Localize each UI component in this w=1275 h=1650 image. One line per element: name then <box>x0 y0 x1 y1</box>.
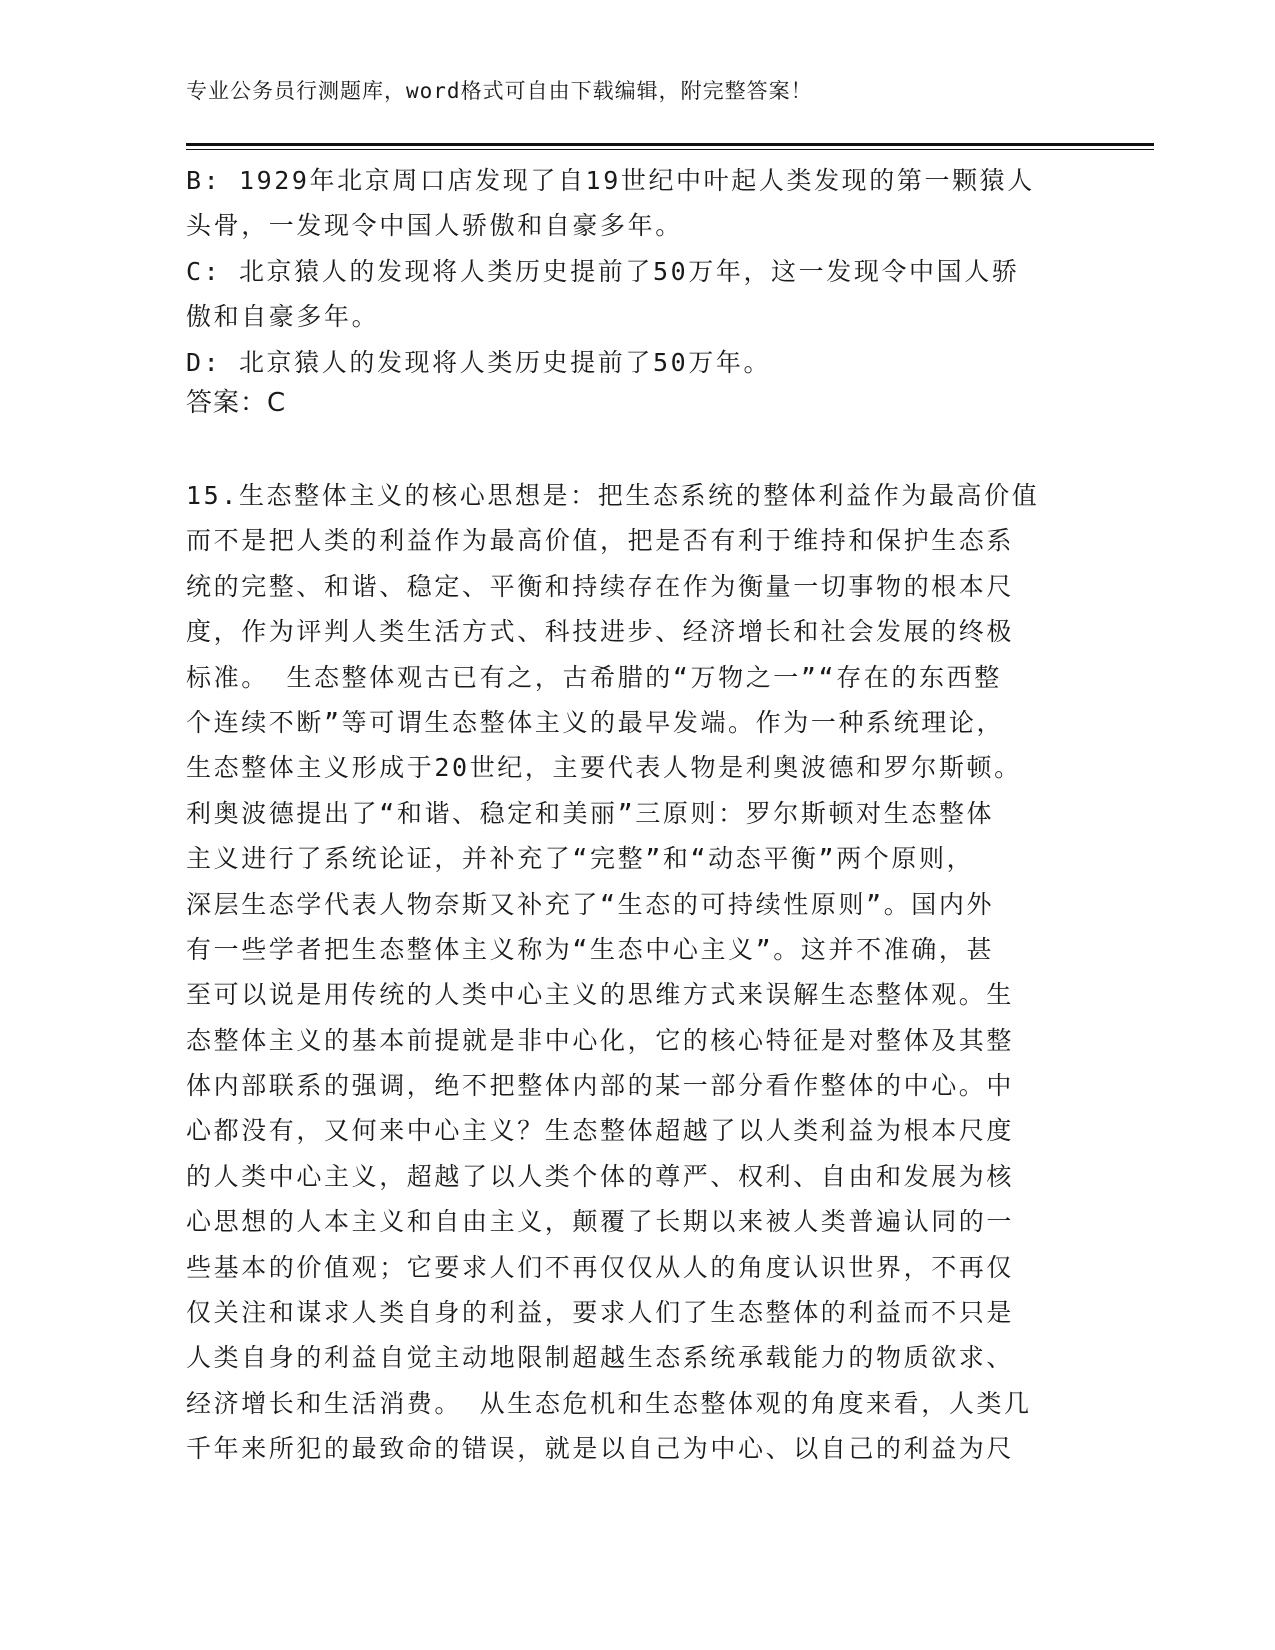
question-line: 人类自身的利益自觉主动地限制超越生态系统承载能力的物质欲求、 <box>186 1343 1015 1373</box>
question-line: 主义进行了系统论证，并补充了“完整”和“动态平衡”两个原则， <box>186 844 975 874</box>
question-line: 的人类中心主义，超越了以人类个体的尊严、权利、自由和发展为核 <box>186 1161 1015 1191</box>
question-line: 利奥波德提出了“和谐、稳定和美丽”三原则：罗尔斯顿对生态整体 <box>186 798 995 828</box>
question-line: 标准。 生态整体观古已有之，古希腊的“万物之一”“存在的东西整 <box>186 662 1002 692</box>
question-line: 深层生态学代表人物奈斯又补充了“生态的可持续性原则”。国内外 <box>186 889 995 919</box>
answer-value: C <box>267 388 287 418</box>
question-15 <box>186 473 1066 1472</box>
question-line: 而不是把人类的利益作为最高价值，把是否有利于维持和保护生态系 <box>186 526 1015 556</box>
question-line: 生态整体主义形成于20世纪，主要代表人物是利奥波德和罗尔斯顿。 <box>186 753 1022 783</box>
question-line: 15.生态整体主义的核心思想是：把生态系统的整体利益作为最高价值 <box>186 481 1040 510</box>
answer-options <box>186 158 1066 385</box>
header-divider-thin <box>186 149 1154 150</box>
question-line: 有一些学者把生态整体主义称为“生态中心主义”。这并不准确，甚 <box>186 934 995 964</box>
question-line: 至可以说是用传统的人类中心主义的思维方式来误解生态整体观。生 <box>186 980 1015 1010</box>
question-line: 度，作为评判人类生活方式、科技进步、经济增长和社会发展的终极 <box>186 617 1015 647</box>
question-line: 体内部联系的强调，绝不把整体内部的某一部分看作整体的中心。中 <box>186 1071 1015 1101</box>
option-c-line-2: 傲和自豪多年。 <box>186 302 380 332</box>
question-line: 统的完整、和谐、稳定、平衡和持续存在作为衡量一切事物的根本尺 <box>186 571 1015 601</box>
question-line: 个连续不断”等可谓生态整体主义的最早发端。作为一种系统理论， <box>186 707 1005 737</box>
option-c-line-1: C: 北京猿人的发现将人类历史提前了50万年，这一发现令中国人骄 <box>186 256 1020 286</box>
header-divider-thick <box>186 143 1154 146</box>
question-line: 仅关注和谋求人类自身的利益，要求人们了生态整体的利益而不只是 <box>186 1298 1015 1328</box>
question-line: 千年来所犯的最致命的错误，就是以自己为中心、以自己的利益为尺 <box>186 1434 1015 1464</box>
option-d-line-1: D: 北京猿人的发现将人类历史提前了50万年。 <box>186 347 772 377</box>
question-line: 心思想的人本主义和自由主义，颠覆了长期以来被人类普遍认同的一 <box>186 1207 1015 1237</box>
answer-label: 答案： <box>186 388 268 418</box>
question-line: 些基本的价值观；它要求人们不再仅仅从人的角度认识世界，不再仅 <box>186 1252 1015 1282</box>
question-line: 经济增长和生活消费。 从生态危机和生态整体观的角度来看，人类几 <box>186 1388 1032 1418</box>
option-b-line-1: B: 1929年北京周口店发现了自19世纪中叶起人类发现的第一颗猿人 <box>186 166 1035 195</box>
answer-line <box>186 381 286 426</box>
question-line: 心都没有，又何来中心主义？生态整体超越了以人类利益为根本尺度 <box>186 1116 1015 1146</box>
option-b-line-2: 头骨，一发现令中国人骄傲和自豪多年。 <box>186 211 683 241</box>
page-header: 专业公务员行测题库，word格式可自由下载编辑，附完整答案！ <box>186 79 813 103</box>
question-line: 态整体主义的基本前提就是非中心化，它的核心特征是对整体及其整 <box>186 1025 1015 1055</box>
